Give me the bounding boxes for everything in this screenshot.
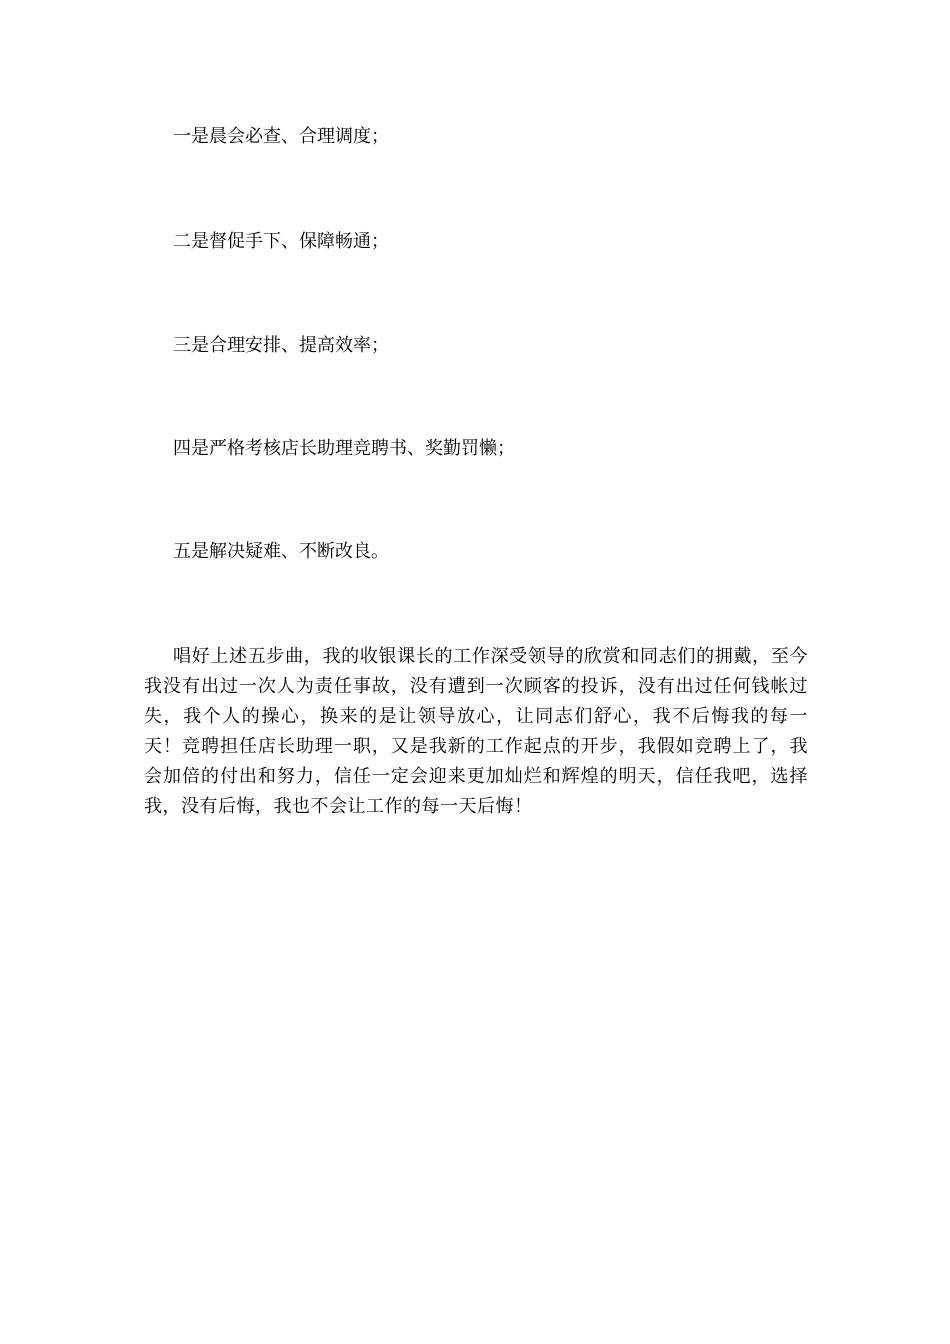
list-item-4: 四是严格考核店长助理竞聘书、奖勤罚懒；: [173, 438, 515, 459]
list-item-2: 二是督促手下、保障畅通；: [173, 231, 389, 252]
list-item-1: 一是晨会必查、合理调度；: [173, 126, 389, 147]
list-item-5: 五是解决疑难、不断改良。: [173, 541, 389, 562]
list-item-3: 三是合理安排、提高效率；: [173, 335, 389, 356]
closing-paragraph: 唱好上述五步曲，我的收银课长的工作深受领导的欣赏和同志们的拥戴，至今我没有出过一次人为责任事故，没有遭到一次顾客的投诉，没有出过任何钱帐过失，我个人的操心，换来的是让领导放心，让同志们舒心，我不后悔我的每一天！竞聘担任店长助理一职，又是我新的工作起点的开步，我假如竞聘上了，我会加倍的付出和努力，信任一定会迎来更加灿烂和辉煌的明天，信任我吧，选择我，没有后悔，我也不会让工作的每一天后悔！: [144, 646, 808, 817]
